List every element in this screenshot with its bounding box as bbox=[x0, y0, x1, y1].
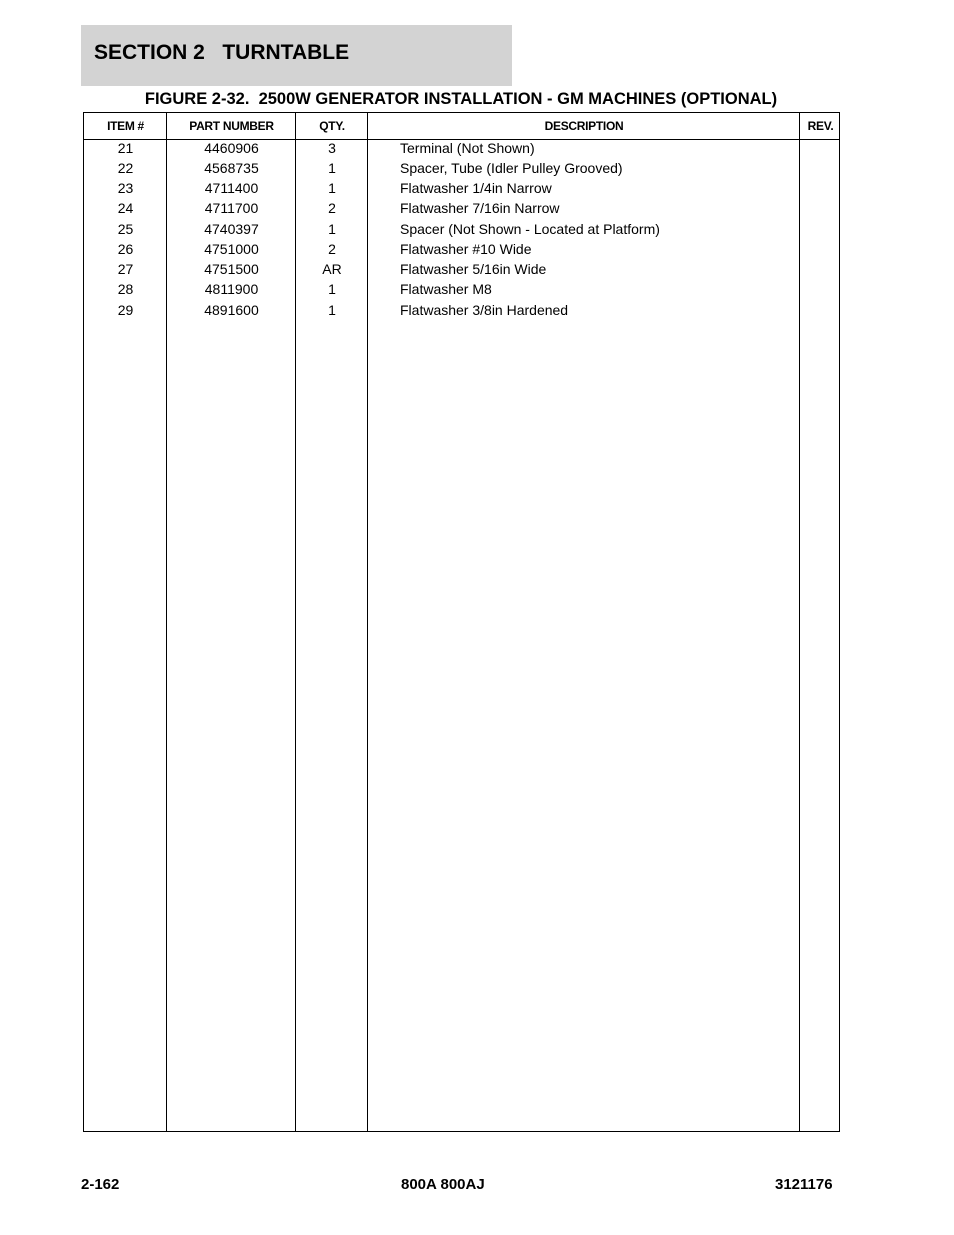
description: Flatwasher M8 bbox=[400, 281, 492, 297]
description: Flatwasher 1/4in Narrow bbox=[400, 180, 552, 196]
part-number: 4751000 bbox=[204, 241, 259, 257]
quantity: AR bbox=[322, 261, 342, 277]
item-number: 29 bbox=[117, 302, 134, 318]
figure-title: FIGURE 2-32. 2500W GENERATOR INSTALLATION - GM MACHINES (OPTIONAL) bbox=[144, 90, 778, 108]
section-banner bbox=[81, 25, 512, 86]
item-number: 25 bbox=[117, 221, 134, 237]
description: Terminal (Not Shown) bbox=[400, 140, 535, 156]
revision bbox=[800, 259, 841, 279]
header-description: DESCRIPTION bbox=[544, 119, 624, 133]
part-number: 4568735 bbox=[204, 160, 259, 176]
table-row bbox=[84, 138, 839, 158]
item-number: 27 bbox=[117, 261, 134, 277]
document-number: 3121176 bbox=[775, 1176, 833, 1193]
description: Flatwasher #10 Wide bbox=[400, 241, 532, 257]
table-row bbox=[84, 279, 839, 299]
description: Flatwasher 5/16in Wide bbox=[400, 261, 547, 277]
revision bbox=[800, 219, 841, 239]
quantity: 2 bbox=[328, 200, 336, 216]
revision bbox=[800, 178, 841, 198]
item-number: 23 bbox=[117, 180, 134, 196]
header-item: ITEM # bbox=[107, 119, 144, 133]
revision bbox=[800, 138, 841, 158]
table-row bbox=[84, 198, 839, 218]
part-number: 4460906 bbox=[204, 140, 259, 156]
quantity: 1 bbox=[328, 180, 336, 196]
page-number: 2-162 bbox=[81, 1176, 120, 1193]
description: Spacer, Tube (Idler Pulley Grooved) bbox=[400, 160, 623, 176]
revision bbox=[800, 300, 841, 320]
description: Flatwasher 7/16in Narrow bbox=[400, 200, 560, 216]
quantity: 1 bbox=[328, 221, 336, 237]
item-number: 28 bbox=[117, 281, 134, 297]
model-number: 800A 800AJ bbox=[401, 1176, 485, 1193]
description: Flatwasher 3/8in Hardened bbox=[400, 302, 569, 318]
item-number: 24 bbox=[117, 200, 134, 216]
part-number: 4711400 bbox=[204, 180, 259, 196]
revision bbox=[800, 279, 841, 299]
table-row bbox=[84, 158, 839, 178]
table-row bbox=[84, 259, 839, 279]
revision bbox=[800, 198, 841, 218]
item-number: 22 bbox=[117, 160, 134, 176]
item-number: 21 bbox=[117, 140, 134, 156]
quantity: 1 bbox=[328, 160, 336, 176]
quantity: 2 bbox=[328, 241, 336, 257]
table-row bbox=[84, 219, 839, 239]
part-number: 4751500 bbox=[204, 261, 259, 277]
quantity: 1 bbox=[328, 281, 336, 297]
header-rev: REV. bbox=[807, 119, 834, 133]
table-row bbox=[84, 178, 839, 198]
quantity: 1 bbox=[328, 302, 336, 318]
quantity: 3 bbox=[328, 140, 336, 156]
item-number: 26 bbox=[117, 241, 134, 257]
header-qty: QTY. bbox=[319, 119, 345, 133]
part-number: 4740397 bbox=[204, 221, 259, 237]
table-row bbox=[84, 239, 839, 259]
section-title: SECTION 2 TURNTABLE bbox=[94, 41, 350, 64]
parts-table bbox=[83, 112, 840, 1132]
header-part-number: PART NUMBER bbox=[189, 119, 274, 133]
revision bbox=[800, 158, 841, 178]
description: Spacer (Not Shown - Located at Platform) bbox=[400, 221, 660, 237]
part-number: 4891600 bbox=[204, 302, 259, 318]
part-number: 4811900 bbox=[204, 281, 259, 297]
part-number: 4711700 bbox=[204, 200, 259, 216]
table-row bbox=[84, 300, 839, 320]
revision bbox=[800, 239, 841, 259]
